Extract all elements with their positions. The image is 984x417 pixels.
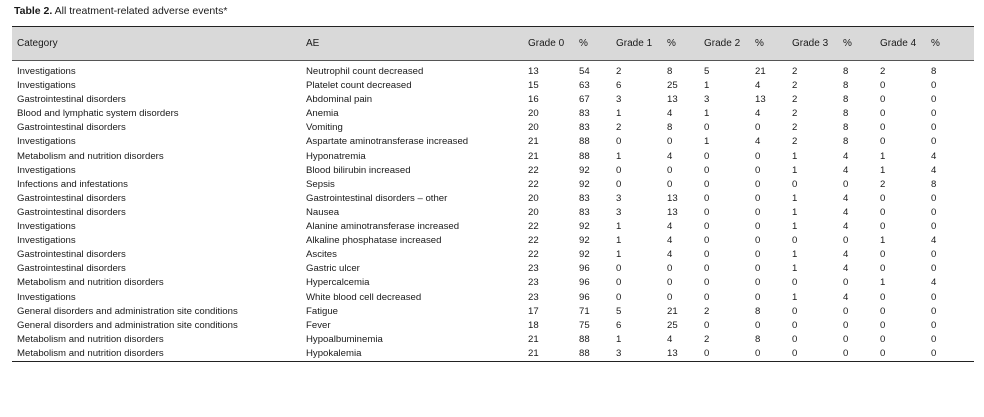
- table-row: [12, 121, 974, 135]
- value-cell: 8: [843, 108, 849, 120]
- ae-cell: Anemia: [306, 108, 339, 120]
- value-cell: 0: [755, 263, 761, 275]
- value-cell: 1: [792, 263, 798, 275]
- value-cell: 0: [931, 206, 937, 218]
- value-cell: 75: [579, 319, 590, 331]
- ae-cell: Neutrophil count decreased: [306, 66, 424, 77]
- value-cell: 0: [931, 94, 937, 106]
- value-cell: 92: [579, 221, 590, 233]
- value-cell: 23: [528, 277, 539, 289]
- ae-cell: Hypoalbuminemia: [306, 333, 383, 345]
- category-cell: Investigations: [17, 136, 76, 148]
- value-cell: 83: [579, 108, 590, 120]
- value-cell: 54: [579, 66, 590, 77]
- value-cell: 15: [528, 80, 539, 92]
- adverse-events-table-container: [12, 26, 974, 362]
- category-cell: Gastrointestinal disorders: [17, 192, 126, 204]
- table-row: [12, 206, 974, 220]
- value-cell: 88: [579, 136, 590, 148]
- value-cell: 0: [843, 333, 849, 345]
- value-cell: 13: [667, 192, 678, 204]
- category-cell: Gastrointestinal disorders: [17, 249, 126, 261]
- value-cell: 0: [704, 150, 710, 162]
- value-cell: 4: [843, 263, 849, 275]
- category-cell: Metabolism and nutrition disorders: [17, 277, 164, 289]
- ae-cell: Nausea: [306, 206, 340, 218]
- value-cell: 2: [792, 80, 798, 92]
- value-cell: 0: [755, 164, 761, 176]
- column-header: Grade 2: [704, 38, 741, 49]
- value-cell: 6: [616, 80, 622, 92]
- value-cell: 13: [528, 66, 539, 77]
- ae-cell: Platelet count decreased: [306, 80, 412, 92]
- value-cell: 0: [792, 277, 798, 289]
- value-cell: 3: [616, 206, 622, 218]
- value-cell: 0: [880, 263, 886, 275]
- value-cell: 4: [931, 164, 937, 176]
- table-number: Table 2.: [14, 5, 53, 17]
- value-cell: 0: [755, 150, 761, 162]
- category-cell: Metabolism and nutrition disorders: [17, 347, 164, 359]
- value-cell: 0: [843, 235, 849, 247]
- value-cell: 0: [704, 164, 710, 176]
- value-cell: 4: [667, 235, 673, 247]
- column-header: %: [931, 38, 940, 49]
- value-cell: 1: [704, 136, 710, 148]
- value-cell: 1: [616, 150, 622, 162]
- column-header: Grade 1: [616, 38, 653, 49]
- value-cell: 0: [880, 80, 886, 92]
- value-cell: 0: [931, 221, 937, 233]
- value-cell: 0: [667, 178, 673, 190]
- value-cell: 2: [792, 66, 798, 77]
- value-cell: 0: [931, 305, 937, 317]
- value-cell: 8: [931, 178, 937, 190]
- value-cell: 23: [528, 263, 539, 275]
- value-cell: 2: [880, 66, 886, 77]
- value-cell: 1: [880, 235, 886, 247]
- value-cell: 0: [704, 178, 710, 190]
- column-header: %: [843, 38, 852, 49]
- value-cell: 1: [616, 108, 622, 120]
- value-cell: 0: [880, 333, 886, 345]
- category-cell: General disorders and administration site conditions: [17, 305, 238, 317]
- table-row: [12, 192, 974, 206]
- value-cell: 3: [616, 347, 622, 359]
- value-cell: 96: [579, 263, 590, 275]
- value-cell: 0: [667, 136, 673, 148]
- value-cell: 4: [667, 333, 673, 345]
- value-cell: 0: [667, 263, 673, 275]
- category-cell: General disorders and administration site conditions: [17, 319, 238, 331]
- table-row: [12, 347, 974, 362]
- value-cell: 13: [755, 94, 766, 106]
- column-header: %: [579, 38, 588, 49]
- value-cell: 16: [528, 94, 539, 106]
- value-cell: 20: [528, 206, 539, 218]
- table-row: [12, 93, 974, 107]
- value-cell: 1: [704, 80, 710, 92]
- ae-cell: Fever: [306, 319, 331, 331]
- category-cell: Investigations: [17, 164, 76, 176]
- table-row: [12, 178, 974, 192]
- value-cell: 0: [880, 122, 886, 134]
- table-body: [12, 61, 974, 362]
- table-row: [12, 150, 974, 164]
- value-cell: 1: [792, 249, 798, 261]
- value-cell: 0: [704, 206, 710, 218]
- value-cell: 0: [755, 192, 761, 204]
- value-cell: 22: [528, 221, 539, 233]
- ae-cell: Abdominal pain: [306, 94, 373, 106]
- value-cell: 0: [616, 164, 622, 176]
- category-cell: Investigations: [17, 235, 76, 247]
- value-cell: 88: [579, 333, 590, 345]
- value-cell: 23: [528, 291, 539, 303]
- value-cell: 21: [528, 333, 539, 345]
- table-row: [12, 305, 974, 319]
- table-row: [12, 135, 974, 149]
- value-cell: 2: [880, 178, 886, 190]
- category-cell: Investigations: [17, 221, 76, 233]
- value-cell: 0: [704, 277, 710, 289]
- value-cell: 21: [528, 150, 539, 162]
- value-cell: 25: [667, 319, 678, 331]
- value-cell: 0: [704, 235, 710, 247]
- value-cell: 13: [667, 347, 678, 359]
- table-row: [12, 262, 974, 276]
- value-cell: 0: [755, 291, 761, 303]
- value-cell: 4: [755, 108, 761, 120]
- value-cell: 83: [579, 206, 590, 218]
- table-row: [12, 291, 974, 305]
- value-cell: 0: [704, 192, 710, 204]
- table-row: [12, 220, 974, 234]
- value-cell: 0: [792, 235, 798, 247]
- value-cell: 0: [880, 192, 886, 204]
- value-cell: 0: [931, 249, 937, 261]
- value-cell: 4: [843, 192, 849, 204]
- value-cell: 0: [792, 178, 798, 190]
- value-cell: 0: [616, 263, 622, 275]
- value-cell: 92: [579, 178, 590, 190]
- category-cell: Metabolism and nutrition disorders: [17, 150, 164, 162]
- value-cell: 0: [880, 291, 886, 303]
- value-cell: 0: [755, 178, 761, 190]
- value-cell: 0: [616, 291, 622, 303]
- value-cell: 0: [880, 206, 886, 218]
- value-cell: 4: [667, 221, 673, 233]
- value-cell: 21: [755, 66, 766, 77]
- value-cell: 2: [704, 333, 710, 345]
- value-cell: 8: [843, 136, 849, 148]
- category-cell: Gastrointestinal disorders: [17, 263, 126, 275]
- value-cell: 8: [931, 66, 937, 77]
- ae-cell: Hypercalcemia: [306, 277, 370, 289]
- value-cell: 1: [880, 277, 886, 289]
- value-cell: 0: [880, 94, 886, 106]
- value-cell: 21: [528, 347, 539, 359]
- value-cell: 22: [528, 178, 539, 190]
- category-cell: Gastrointestinal disorders: [17, 206, 126, 218]
- table-row: [12, 164, 974, 178]
- table-row: [12, 107, 974, 121]
- table-row: [12, 234, 974, 248]
- value-cell: 1: [792, 221, 798, 233]
- table-row: [12, 79, 974, 93]
- value-cell: 0: [931, 122, 937, 134]
- column-header: Grade 4: [880, 38, 917, 49]
- value-cell: 83: [579, 192, 590, 204]
- value-cell: 96: [579, 291, 590, 303]
- value-cell: 5: [616, 305, 622, 317]
- table-row: [12, 248, 974, 262]
- value-cell: 4: [931, 150, 937, 162]
- value-cell: 8: [843, 66, 849, 77]
- value-cell: 4: [931, 235, 937, 247]
- value-cell: 20: [528, 108, 539, 120]
- value-cell: 0: [931, 108, 937, 120]
- value-cell: 0: [931, 80, 937, 92]
- value-cell: 1: [792, 164, 798, 176]
- table-row: [12, 333, 974, 347]
- value-cell: 1: [616, 221, 622, 233]
- value-cell: 20: [528, 192, 539, 204]
- value-cell: 21: [528, 136, 539, 148]
- value-cell: 0: [755, 277, 761, 289]
- value-cell: 0: [704, 347, 710, 359]
- table-header: [12, 27, 974, 61]
- ae-cell: Vomiting: [306, 122, 343, 134]
- column-header: AE: [306, 38, 320, 49]
- value-cell: 0: [880, 221, 886, 233]
- value-cell: 3: [616, 192, 622, 204]
- table-row: [12, 319, 974, 333]
- value-cell: 1: [792, 192, 798, 204]
- value-cell: 4: [843, 206, 849, 218]
- value-cell: 0: [667, 291, 673, 303]
- value-cell: 0: [880, 319, 886, 331]
- value-cell: 1: [616, 249, 622, 261]
- ae-cell: Alanine aminotransferase increased: [306, 221, 460, 233]
- value-cell: 0: [616, 277, 622, 289]
- value-cell: 22: [528, 235, 539, 247]
- table-title: All treatment-related adverse events*: [52, 5, 228, 17]
- value-cell: 8: [843, 94, 849, 106]
- value-cell: 88: [579, 347, 590, 359]
- value-cell: 63: [579, 80, 590, 92]
- value-cell: 0: [931, 333, 937, 345]
- value-cell: 8: [843, 122, 849, 134]
- value-cell: 0: [667, 277, 673, 289]
- value-cell: 2: [616, 66, 622, 77]
- value-cell: 4: [755, 80, 761, 92]
- column-header: Grade 3: [792, 38, 829, 49]
- category-cell: Gastrointestinal disorders: [17, 122, 126, 134]
- value-cell: 1: [880, 150, 886, 162]
- value-cell: 0: [704, 249, 710, 261]
- value-cell: 1: [880, 164, 886, 176]
- value-cell: 0: [880, 136, 886, 148]
- value-cell: 0: [755, 221, 761, 233]
- value-cell: 0: [880, 305, 886, 317]
- category-cell: Metabolism and nutrition disorders: [17, 333, 164, 345]
- value-cell: 8: [843, 80, 849, 92]
- ae-cell: Sepsis: [306, 178, 335, 190]
- value-cell: 4: [843, 164, 849, 176]
- value-cell: 3: [704, 94, 710, 106]
- value-cell: 0: [704, 263, 710, 275]
- value-cell: 13: [667, 94, 678, 106]
- value-cell: 0: [843, 305, 849, 317]
- value-cell: 0: [880, 249, 886, 261]
- value-cell: 4: [667, 150, 673, 162]
- ae-cell: Gastrointestinal disorders – other: [306, 192, 448, 204]
- value-cell: 0: [755, 122, 761, 134]
- value-cell: 1: [616, 235, 622, 247]
- column-header: Grade 0: [528, 38, 565, 49]
- value-cell: 17: [528, 305, 539, 317]
- value-cell: 3: [616, 94, 622, 106]
- value-cell: 0: [755, 249, 761, 261]
- adverse-events-table: [12, 26, 974, 362]
- value-cell: 21: [667, 305, 678, 317]
- table-caption: [14, 5, 227, 17]
- value-cell: 67: [579, 94, 590, 106]
- category-cell: Investigations: [17, 80, 76, 92]
- value-cell: 2: [792, 94, 798, 106]
- table-row: [12, 276, 974, 290]
- value-cell: 0: [755, 206, 761, 218]
- value-cell: 1: [704, 108, 710, 120]
- value-cell: 0: [880, 347, 886, 359]
- value-cell: 20: [528, 122, 539, 134]
- value-cell: 0: [792, 319, 798, 331]
- value-cell: 0: [931, 291, 937, 303]
- value-cell: 92: [579, 249, 590, 261]
- value-cell: 4: [931, 277, 937, 289]
- value-cell: 2: [792, 136, 798, 148]
- value-cell: 0: [931, 192, 937, 204]
- value-cell: 4: [843, 249, 849, 261]
- category-cell: Infections and infestations: [17, 178, 128, 190]
- value-cell: 4: [843, 221, 849, 233]
- column-header: Category: [17, 38, 58, 49]
- value-cell: 0: [843, 277, 849, 289]
- value-cell: 0: [755, 319, 761, 331]
- value-cell: 2: [704, 305, 710, 317]
- value-cell: 4: [667, 249, 673, 261]
- value-cell: 22: [528, 249, 539, 261]
- value-cell: 13: [667, 206, 678, 218]
- value-cell: 1: [792, 291, 798, 303]
- value-cell: 8: [667, 66, 673, 77]
- value-cell: 0: [792, 347, 798, 359]
- value-cell: 22: [528, 164, 539, 176]
- value-cell: 0: [704, 291, 710, 303]
- table-row: [12, 61, 974, 80]
- value-cell: 0: [931, 347, 937, 359]
- ae-cell: Ascites: [306, 249, 337, 261]
- value-cell: 0: [616, 178, 622, 190]
- value-cell: 0: [704, 319, 710, 331]
- column-header: %: [755, 38, 764, 49]
- ae-cell: Blood bilirubin increased: [306, 164, 411, 176]
- value-cell: 71: [579, 305, 590, 317]
- value-cell: 92: [579, 235, 590, 247]
- value-cell: 6: [616, 319, 622, 331]
- value-cell: 8: [755, 333, 761, 345]
- value-cell: 4: [667, 108, 673, 120]
- category-cell: Investigations: [17, 291, 76, 303]
- value-cell: 2: [792, 108, 798, 120]
- value-cell: 18: [528, 319, 539, 331]
- value-cell: 0: [931, 319, 937, 331]
- value-cell: 8: [755, 305, 761, 317]
- value-cell: 25: [667, 80, 678, 92]
- value-cell: 4: [755, 136, 761, 148]
- value-cell: 5: [704, 66, 710, 77]
- value-cell: 1: [616, 333, 622, 345]
- value-cell: 0: [880, 108, 886, 120]
- value-cell: 0: [667, 164, 673, 176]
- category-cell: Blood and lymphatic system disorders: [17, 108, 179, 120]
- value-cell: 0: [704, 221, 710, 233]
- category-cell: Gastrointestinal disorders: [17, 94, 126, 106]
- value-cell: 0: [843, 178, 849, 190]
- value-cell: 0: [792, 305, 798, 317]
- value-cell: 1: [792, 150, 798, 162]
- value-cell: 4: [843, 291, 849, 303]
- value-cell: 96: [579, 277, 590, 289]
- column-header: %: [667, 38, 676, 49]
- value-cell: 1: [792, 206, 798, 218]
- ae-cell: White blood cell decreased: [306, 291, 422, 303]
- ae-cell: Aspartate aminotransferase increased: [306, 136, 469, 148]
- ae-cell: Hyponatremia: [306, 150, 366, 162]
- header-row: [12, 27, 974, 61]
- value-cell: 0: [931, 136, 937, 148]
- value-cell: 4: [843, 150, 849, 162]
- ae-cell: Fatigue: [306, 305, 338, 317]
- value-cell: 88: [579, 150, 590, 162]
- value-cell: 0: [843, 319, 849, 331]
- value-cell: 2: [616, 122, 622, 134]
- value-cell: 0: [843, 347, 849, 359]
- value-cell: 0: [792, 333, 798, 345]
- value-cell: 0: [755, 235, 761, 247]
- value-cell: 0: [704, 122, 710, 134]
- ae-cell: Gastric ulcer: [306, 263, 360, 275]
- value-cell: 2: [792, 122, 798, 134]
- value-cell: 92: [579, 164, 590, 176]
- ae-cell: Hypokalemia: [306, 347, 362, 359]
- value-cell: 0: [755, 347, 761, 359]
- category-cell: Investigations: [17, 66, 76, 77]
- value-cell: 0: [931, 263, 937, 275]
- value-cell: 8: [667, 122, 673, 134]
- value-cell: 0: [616, 136, 622, 148]
- value-cell: 83: [579, 122, 590, 134]
- ae-cell: Alkaline phosphatase increased: [306, 235, 442, 247]
